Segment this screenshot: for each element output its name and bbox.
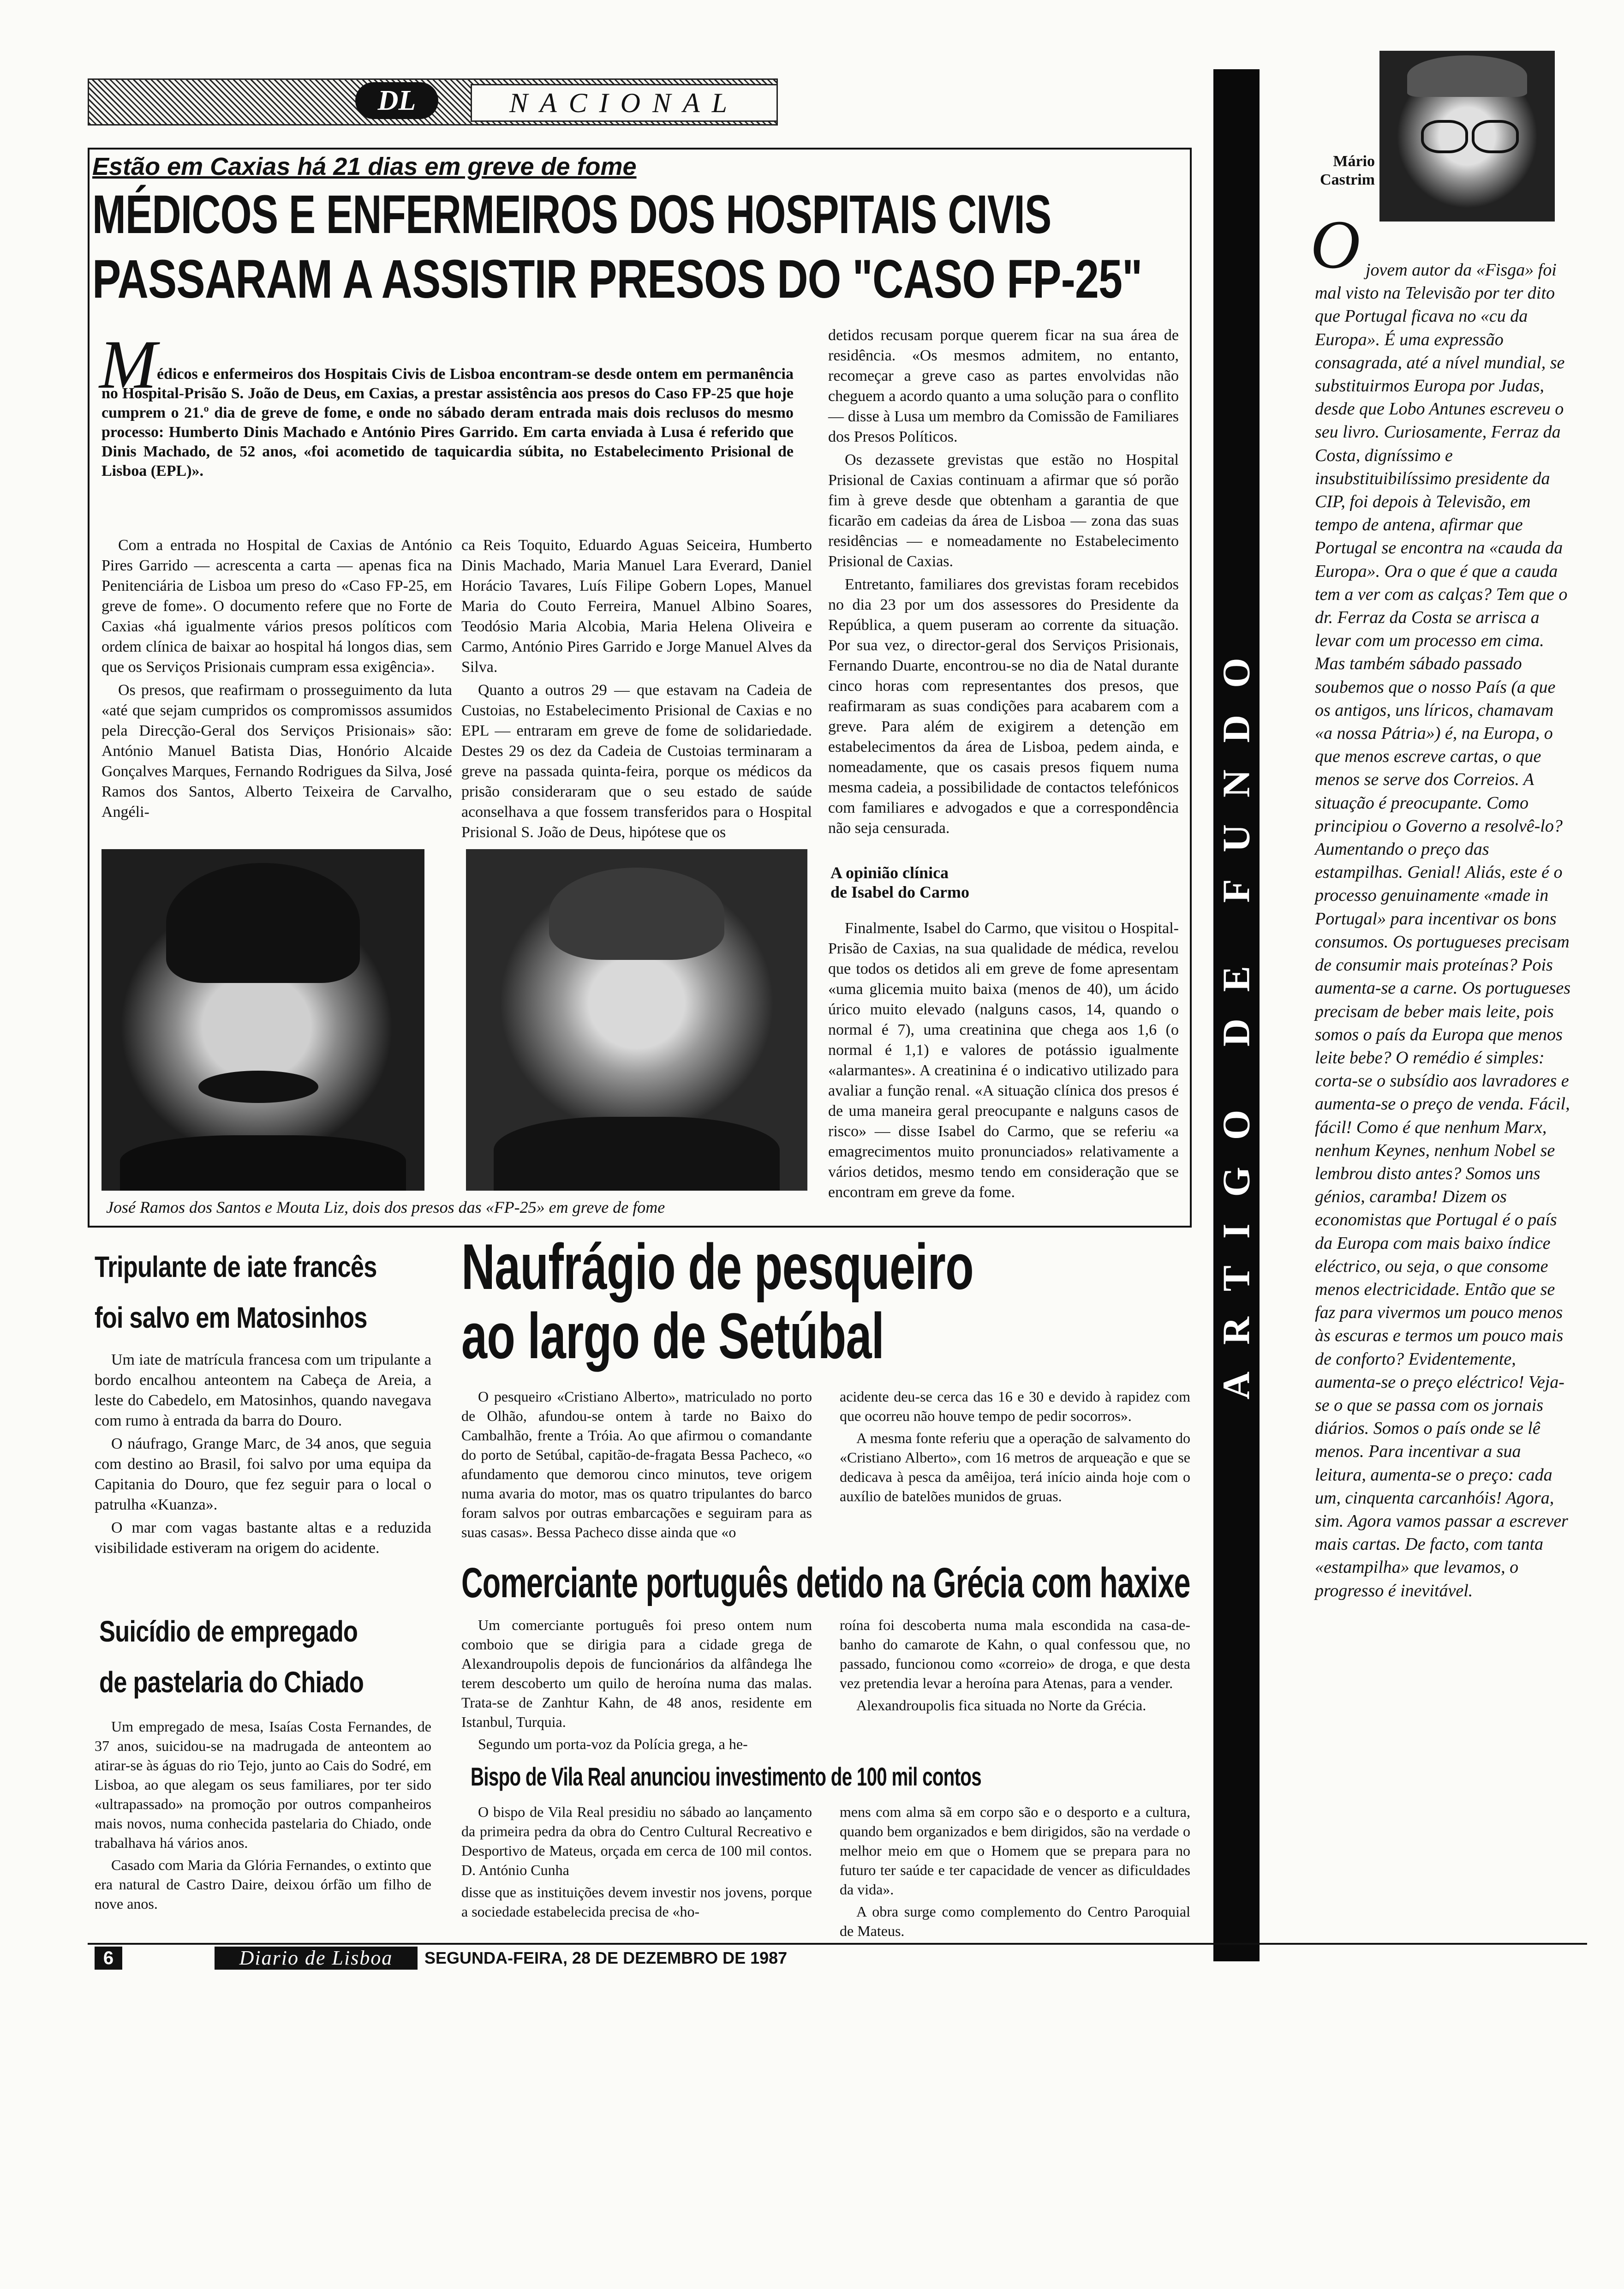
photo-caption: José Ramos dos Santos e Mouta Liz, dois dos presos das «FP-25» em greve de fome <box>106 1198 665 1216</box>
main-col-2 <box>461 535 812 845</box>
clinical-subhead <box>830 863 969 902</box>
suicidio-body <box>95 1717 431 1916</box>
hair-shape <box>549 868 724 960</box>
section-label: NACIONAL <box>471 84 778 122</box>
paragraph: A mesma fonte referiu que a operação de salvamento do «Cristiano Alberto», com 16 metros de arqueação e que se dedicava à pesca da amêijoa, terá início ainda hoje com o auxílio de batelões munidos de gruas. <box>840 1430 1190 1504</box>
lead-paragraph: édicos e enfermeiros dos Hospitais Civis de Lisboa encontram-se desde ontem em permanência no Hospital-Prisão S. João de Deus, em Caxias, a prestar assistência aos presos do Caso FP-25 que hoje cumprem o 21.º dia de greve de fome, e onde no sábado deram entrada mais dois reclusos do mesmo processo: Humberto Dinis Machado e António Pires Garrido. Em carta enviada à Lusa é referido que Dinis Machado, de 52 anos, «foi acometido de taquicardia súbita, no Estabelecimento Prisional de Lisboa (EPL)». <box>102 366 794 479</box>
tripulante-body <box>95 1350 431 1561</box>
sidebar-dropcap: O <box>1310 206 1361 283</box>
issue-date: SEGUNDA-FEIRA, 28 DE DEZEMBRO DE 1987 <box>424 1948 788 1967</box>
suicidio-headline <box>99 1606 364 1708</box>
subhead-line: A opinião clínica <box>830 863 949 882</box>
main-col-1 <box>102 535 452 825</box>
jacket-shape <box>494 1117 780 1191</box>
footer-rule <box>88 1943 1587 1945</box>
subhead-line: de Isabel do Carmo <box>830 883 970 901</box>
author-portrait <box>1379 51 1555 222</box>
paragraph: disse que as instituições devem investir nos jovens, porque a sociedade estabelecida precisa de «ho- <box>461 1884 812 1920</box>
paragraph: O pesqueiro «Cristiano Alberto», matriculado no porto de Olhão, afundou-se ontem à tarde no Baixo do Cambalhão, frente a Tróia. Ao que afirmou o comandante do porto de Setúbal, capitão-de-fragata Bessa Pacheco, «o afundamento que demorou cinco minutos, teve origem numa avaria do motor, mas os quatro tripulantes do barco foram salvos por outras embarcações e seguiram para as suas casas». Bessa Pacheco disse ainda que «o <box>461 1388 812 1540</box>
page-number: 6 <box>95 1947 122 1970</box>
paragraph: A obra surge como complemento do Centro Paroquial de Mateus. <box>840 1903 1190 1939</box>
headline-line: de pastelaria do Chiado <box>99 1666 364 1699</box>
paragraph: roína foi descoberta numa mala escondida na casa-de-banho do camarote de Kahn, o qual confessou que, no passado, funcionou como «correio» de droga, e que desta vez pretendia levar a heroína para Atenas, para a vender. <box>840 1617 1190 1691</box>
glasses-shape <box>1421 120 1468 153</box>
paragraph: Os dezassete grevistas que estão no Hospital Prisional de Caxias continuam a afirmar que só porão fim à greve desde que obtenham a garantia de que ficarão em cadeias da área de Lisboa — zona das suas residências — e nomeadamente no Estabelecimento Prisional de Caxias. <box>828 451 1179 570</box>
glasses-shape <box>1472 120 1519 153</box>
paragraph: Finalmente, Isabel do Carmo, que visitou o Hospital-Prisão de Caxias, na sua qualidade de médica, revelou que todos os detidos ali em greve de fome apresentam «uma glicemia muito baixa (menos de 40), um ácido úrico muito elevado (nalguns casos, 14, quando o normal é 7), uma creatinina que chega aos 1,6 (o normal é 1,1) e valores de potássio igualmente «alarmantes». A creatinina é o indicativo utilizado para avaliar a função renal. «A situação clínica dos presos é de uma maneira geral preocupante e nalguns casos de risco» — disse Isabel do Carmo, que se referiu «a emagrecimentos muito pronunciados» relativamente a vários detidos, mesmo tendo em consideração que se encontram em greve da fome. <box>828 920 1179 1201</box>
jacket-shape <box>120 1135 406 1191</box>
paragraph: acidente deu-se cerca das 16 e 30 e devido à rapidez com que ocorreu não houve tempo de pedir socorros». <box>840 1388 1190 1424</box>
paragraph: detidos recusam porque querem ficar na sua área de residência. «Os mesmos admitem, no entanto, recomeçar a greve caso as partes envolvidas não cheguem a acordo quanto a uma solução para o conflito — disse à Lusa um membro da Comissão de Familiares dos Presos Políticos. <box>828 327 1179 445</box>
comerciante-col-1 <box>461 1615 812 1756</box>
headline-line: ao largo de Setúbal <box>461 1300 884 1372</box>
main-headline-line1: MÉDICOS E ENFERMEIROS DOS HOSPITAIS CIVIS <box>92 184 1051 245</box>
paper-name: Diario de Lisboa <box>215 1947 418 1970</box>
paragraph: O mar com vagas bastante altas e a reduzida visibilidade estiveram na origem do acidente. <box>95 1519 431 1557</box>
main-col-3a <box>828 325 1179 841</box>
paragraph: Um comerciante português foi preso ontem num comboio que se dirigia para a cidade grega de Alexandroupolis depois de funcionários da alfândega lhe terem descoberto um quilo de heroína numa das malas. Trata-se de Zanhtur Kahn, de 48 anos, residente em Istanbul, Turquia. <box>461 1617 812 1730</box>
hair-shape <box>1407 55 1527 97</box>
paragraph: Casado com Maria da Glória Fernandes, o extinto que era natural de Castro Daire, deixou órfão um filho de nove anos. <box>95 1857 431 1912</box>
paragraph: Entretanto, familiares dos grevistas foram recebidos no dia 23 por um dos assessores do Presidente da República, a quem puseram ao corrente da situação. Por sua vez, o director-geral dos Serviços Prisionais, Fernando Duarte, encontrou-se no dia de Natal durante cinco horas com representantes dos presos, que reafirmaram as suas condições para acabarem com a greve. Para além de exigirem a detenção em estabelecimentos da área de Lisboa, pedem ainda, e nomeadamente, que os casais presos fiquem numa mesma cadeia, a possibilidade de contactos telefónicos com familiares e advogados e que a correspondência não seja censurada. <box>828 576 1179 837</box>
paragraph: ca Reis Toquito, Eduardo Aguas Seiceira, Humberto Dinis Machado, Maria Manuel Lara Everard, Daniel Horácio Tavares, Luís Filipe Gobern Lopes, Manuel Maria do Couto Ferreira, Manuel Albino Soares, Teodósio Maria Alcobia, Maria Helena Oliveira e Carmo, António Pires Garrido e Jorge Manuel Alves da Silva. <box>461 537 812 676</box>
naufragio-col-2 <box>840 1387 1190 1509</box>
naufragio-col-1 <box>461 1387 812 1545</box>
lead-dropcap: M <box>99 326 157 403</box>
bispo-headline: Bispo de Vila Real anunciou investimento de 100 mil contos <box>471 1762 981 1791</box>
comerciante-headline: Comerciante português detido na Grécia com haxixe <box>461 1559 1190 1606</box>
paragraph: Os presos, que reafirmam o prosseguimento da luta «até que sejam cumpridos os compromissos assumidos pela Direcção-Geral dos Serviços Prisionais» são: António Manuel Batista Dias, Honório Alcaide Gonçalves Marques, Fernando Rodrigues da Silva, José Ramos dos Santos, Alberto Teixeira de Carvalho, Angéli- <box>102 682 452 821</box>
paragraph: Alexandroupolis fica situada no Norte da Grécia. <box>856 1697 1146 1714</box>
tripulante-headline <box>95 1241 377 1343</box>
author-line: Mário <box>1333 153 1375 170</box>
photo-mouta-liz <box>466 849 807 1191</box>
bispo-col-2 <box>840 1802 1190 1943</box>
author-name <box>1287 152 1375 189</box>
author-line: Castrim <box>1320 171 1375 188</box>
headline-line: Tripulante de iate francês <box>95 1250 377 1283</box>
photo-jose-ramos-dos-santos <box>102 849 424 1191</box>
headline-line: Naufrágio de pesqueiro <box>461 1230 973 1303</box>
hair-shape <box>166 863 360 983</box>
paragraph: Um iate de matrícula francesa com um tripulante a bordo encalhou anteontem na Cabeça de Areia, a leste do Cabedelo, em Matosinhos, quando navegava com rumo à entrada da barra do Douro. <box>95 1351 431 1429</box>
sidebar-body: jovem autor da «Fisga» foi mal visto na Televisão por ter dito que Portugal ficava no «cu da Europa». É uma expressão consagrada, até a nível mundial, se substituirmos Europa por Judas, desde que Lobo Antunes escreveu o seu livro. Curiosamente, Ferraz da Costa, digníssimo e insubstituibilíssimo presidente da CIP, foi depois à Televisão, em tempo de antena, afirmar que Portugal se encontra na «cauda da Europa». Ora o que é que a cauda tem a ver com as calças? Tem que o dr. Ferraz da Costa se arrisca a levar com um processo em cima. Mas também sábado passado soubemos que o nosso País (a que os antigos, uns líricos, chamavam «a nossa Pátria») é, na Europa, o que menos escreve cartas, o que menos se serve dos Correios. A situação é preocupante. Como principiou o Governo a resolvê-lo? Aumentando o preço das estampilhas. Genial! Aliás, este é o processo genuinamente «made in Portugal» para incentivar os bons consumos. Os portugueses precisam de consumir mais proteínas? Pois aumenta-se a carne. Os portugueses precisam de beber mais leite, pois somos o país da Europa que menos leite bebe? O remédio é simples: corta-se o subsídio aos lavradores e aumenta-se o preço de venda. Fácil, fácil! Como é que nenhum Marx, nenhum Keynes, nenhum Nobel se lembrou disto antes? Somos uns génios, caramba! Dizem os economistas que Portugal é o país da Europa com mais baixo índice eléctrico, ou seja, o que consome menos electricidade. Então que se faz para vivermos um pouco menos às escuras e termos um pouco mais de conforto? Evidentemente, aumenta-se o preço eléctrico! Veja-se o que se passa com os jornais diários. Somos o país onde se lê menos. Para incentivar a sua leitura, aumenta-se o preço: cada um, cinquenta carcanhóis! Agora, sim. Agora vamos passar a escrever mais cartas. De facto, com tanta «estampilha» que levamos, o progresso é inevitável. <box>1315 260 1571 1600</box>
paragraph: O bispo de Vila Real presidiu no sábado ao lançamento da primeira pedra da obra do Centro Cultural Recreativo e Desportivo de Mateus, orçada em cerca de 100 mil contos. D. António Cunha <box>461 1804 812 1878</box>
headline-line: foi salvo em Matosinhos <box>95 1301 367 1334</box>
vertical-title: ARTIGO DE FUNDO <box>1215 631 1258 1400</box>
headline-line: Suicídio de empregado <box>99 1615 358 1648</box>
main-col-3b <box>828 918 1179 1205</box>
naufragio-headline <box>461 1232 973 1371</box>
paragraph: Quanto a outros 29 — que estavam na Cadeia de Custoias, no Estabelecimento Prisional de Caxias e no EPL — entraram em greve de fome de solidariedade. Destes 29 os dez da Cadeia de Custoias terminaram a greve na passada quinta-feira, porque os médicos da prisão consideraram que o seu estado de saúde aconselhava a que fossem transferidos para o Hospital Prisional S. João de Deus, hipótese que os <box>461 682 812 841</box>
bispo-col-1 <box>461 1802 812 1924</box>
section-logo: DL <box>355 82 438 119</box>
main-headline-line2: PASSARAM A ASSISTIR PRESOS DO "CASO FP-25" <box>92 249 1142 310</box>
paragraph: O náufrago, Grange Marc, de 34 anos, que seguia com destino ao Brasil, foi salvo por uma equipa da Capitania do Douro, que fez seguir para o local o patrulha «Kuanza». <box>95 1435 431 1513</box>
article-kicker: Estão em Caxias há 21 dias em greve de fome <box>92 153 637 180</box>
paragraph: Com a entrada no Hospital de Caxias de António Pires Garrido — acrescenta a carta — apenas fica na Penitenciária de Lisboa um preso do «Caso FP-25, em greve de fome». O documento refere que no Forte de Caxias «há igualmente vários presos políticos com ordem clínica de baixar ao hospital há longos dias, sem que os Serviços Prisionais cumpram essa exigência». <box>102 537 452 676</box>
paragraph: mens com alma sã em corpo são e o desporto e a cultura, quando bem organizados e bem dirigidos, são na verdade o melhor meio em que o Homem que se prepara para no futuro ter saúde e ter capacidade de vencer as dificuldades da vida». <box>840 1804 1190 1898</box>
comerciante-col-2 <box>840 1615 1190 1718</box>
paragraph: Segundo um porta-voz da Polícia grega, a he- <box>478 1736 748 1752</box>
moustache-shape <box>198 1071 318 1103</box>
paragraph: Um empregado de mesa, Isaías Costa Fernandes, de 37 anos, suicidou-se na madrugada de anteontem ao atirar-se às águas do rio Tejo, junto ao Cais do Sodré, em Lisboa, ao que alegam os seus familiares, por ter sido «ultrapassado» na promoção por outros companheiros mais novos, numa conhecida pastelaria do Chiado, onde trabalhava há vários anos. <box>95 1718 431 1851</box>
